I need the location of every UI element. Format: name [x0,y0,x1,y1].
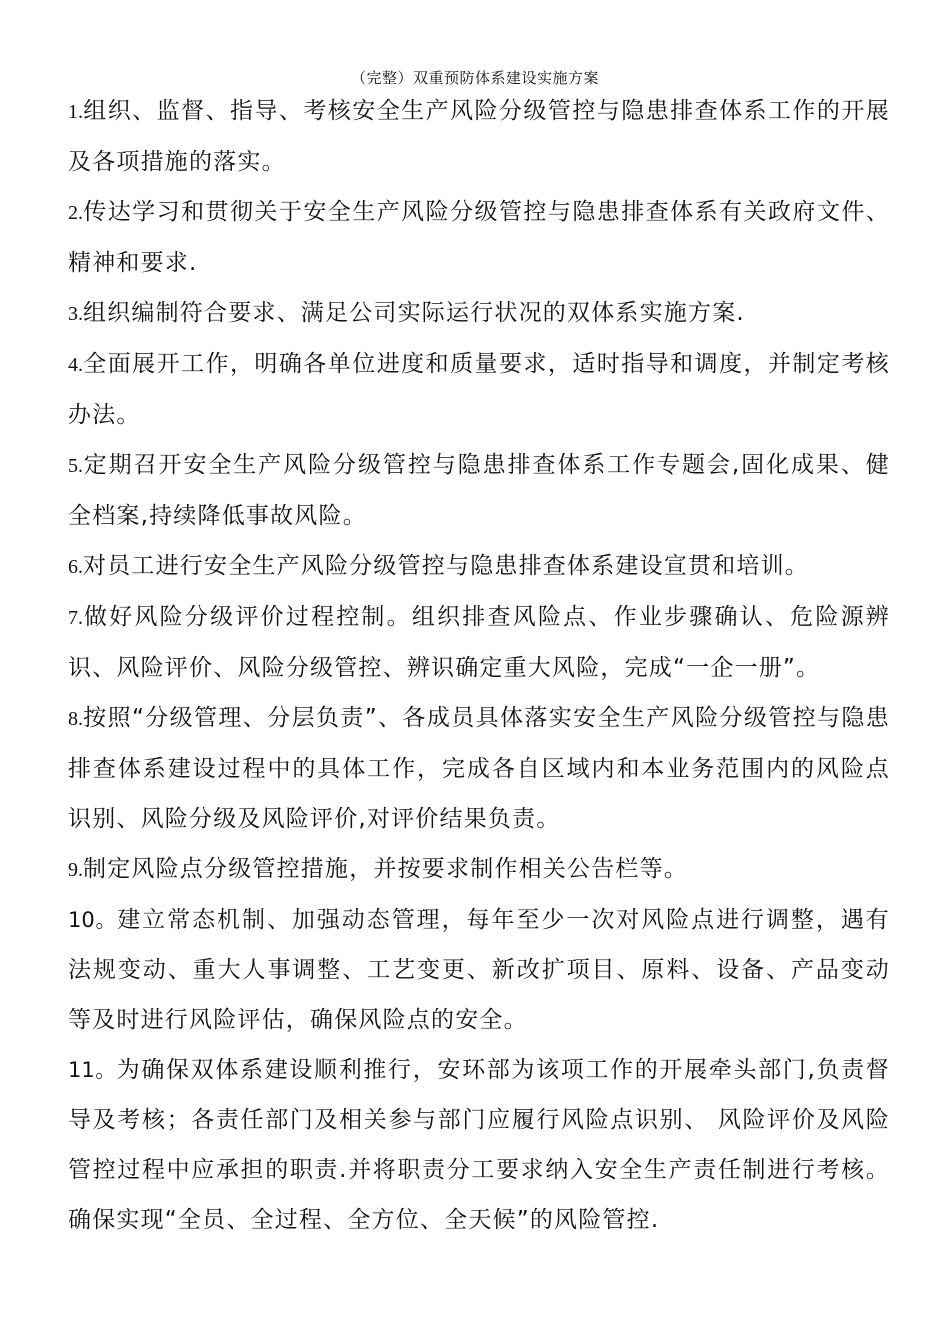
list-item [68,339,890,440]
item-number: 9. [68,859,83,881]
item-text: 制定风险点分级管控措施，并按要求制作相关公告栏等。 [83,856,688,882]
list-item [68,86,890,187]
item-number: 2. [68,202,83,224]
item-number: 10。 [68,908,118,932]
item-number: 5. [68,455,83,477]
item-number: 7. [68,607,83,629]
item-number: 3. [68,303,83,325]
document-body [68,86,890,1245]
item-text: 全面展开工作，明确各单位进度和质量要求，适时指导和调度，并制定考核办法。 [68,351,890,428]
list-item [68,592,890,693]
item-text: 对员工进行安全生产风险分级管控与隐患排查体系建设宣贯和培训。 [83,553,809,579]
item-number: 8. [68,708,83,730]
list-item [68,844,890,895]
document-header-title: （完整）双重预防体系建设实施方案 [350,69,599,87]
item-text: 定期召开安全生产风险分级管控与隐患排查体系工作专题会,固化成果、健全档案,持续降低事故风险。 [68,452,890,529]
item-text: 做好风险分级评价过程控制。组织排查风险点、作业步骤确认、危险源辨识、风险评价、风险分级管控、辨识确定重大风险，完成“一企一册”。 [68,604,890,681]
item-text: 为确保双体系建设顺利推行，安环部为该项工作的开展牵头部门,负责督导及考核；各责任部门及相关参与部门应履行风险点识别、 风险评价及风险管控过程中应承担的职责.并将职责分工要求纳入安全生产责任制进行考核。确保实现“全员、全过程、全方位、全天候”的风险管控. [68,1057,890,1233]
list-item [68,187,890,288]
item-text: 建立常态机制、加强动态管理，每年至少一次对风险点进行调整，遇有法规变动、重大人事调整、工艺变更、新改扩项目、原料、设备、产品变动等及时进行风险评估，确保风险点的安全。 [68,907,890,1033]
item-number: 4. [68,354,83,376]
item-number: 6. [68,556,83,578]
item-text: 组织编制符合要求、满足公司实际运行状况的双体系实施方案. [83,300,745,326]
list-item [68,440,890,541]
item-text: 组织、监督、指导、考核安全生产风险分级管控与隐患排查体系工作的开展及各项措施的落实。 [68,98,890,175]
item-text: 传达学习和贯彻关于安全生产风险分级管控与隐患排查体系有关政府文件、精神和要求. [68,199,890,276]
list-item [68,288,890,339]
list-item [68,693,890,844]
list-item [68,541,890,592]
item-text: 按照“分级管理、分层负责”、各成员具体落实安全生产风险分级管控与隐患排查体系建设过程中的具体工作，完成各自区域内和本业务范围内的风险点识别、风险分级及风险评价,对评价结果负责。 [68,705,890,832]
item-number: 11。 [68,1058,117,1082]
list-item [68,895,890,1045]
item-number: 1. [68,101,83,123]
list-item [68,1045,890,1245]
